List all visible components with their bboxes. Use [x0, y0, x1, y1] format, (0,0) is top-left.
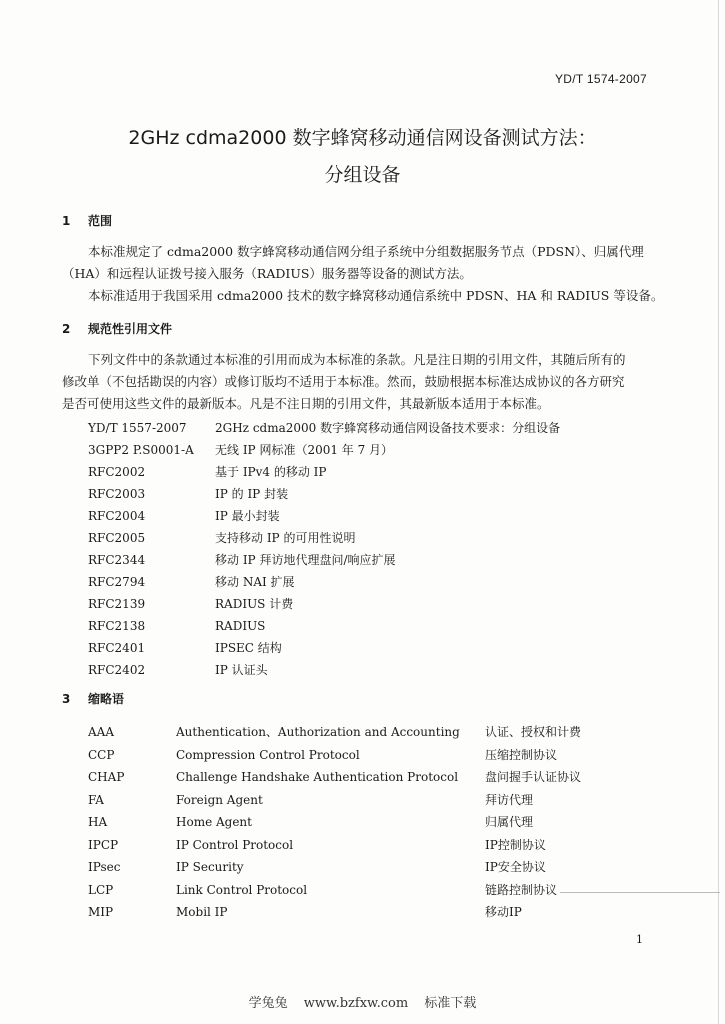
watermark-footer	[0, 992, 725, 1011]
reference-code: RFC2401	[88, 641, 146, 655]
abbreviation-chinese: IP控制协议	[485, 837, 546, 852]
section2-title: 规范性引用文件	[88, 322, 173, 336]
abbreviation-english: Link Control Protocol	[176, 882, 308, 897]
abbreviation-chinese: 压缩控制协议	[485, 747, 558, 762]
abbreviation-english: Compression Control Protocol	[176, 747, 360, 762]
section2-line: 下列文件中的条款通过本标准的引用而成为本标准的条款。凡是注日期的引用文件，其随后所有的	[88, 352, 626, 367]
reference-code: RFC2402	[88, 663, 146, 677]
abbreviation-code: AAA	[88, 725, 114, 739]
reference-code: 3GPP2 P.S0001-A	[88, 443, 194, 457]
abbreviation-english: Challenge Handshake Authentication Protocol	[176, 770, 459, 784]
abbreviation-chinese: 归属代理	[485, 815, 534, 829]
abbreviation-english: IP Control Protocol	[176, 837, 294, 852]
reference-title: 移动 NAI 扩展	[215, 575, 295, 589]
section2-number: 2	[62, 322, 71, 336]
abbreviation-code: MIP	[88, 905, 114, 919]
abbreviation-english: Authentication、Authorization and Accounting	[176, 725, 460, 739]
document-title-line1: 2GHz cdma2000 数字蜂窝移动通信网设备测试方法：	[128, 127, 597, 149]
reference-title: IP 最小封装	[215, 509, 280, 523]
reference-title: 基于 IPv4 的移动 IP	[215, 465, 327, 479]
section2-body	[62, 349, 652, 415]
reference-title: RADIUS 计费	[215, 597, 294, 611]
section3-number: 3	[62, 692, 71, 706]
reference-title: IP 认证头	[215, 663, 268, 677]
abbreviation-chinese: 拜访代理	[485, 792, 534, 807]
reference-code: RFC2004	[88, 509, 146, 523]
reference-code: RFC2139	[88, 597, 146, 611]
reference-code: RFC2005	[88, 531, 146, 545]
reference-title: 支持移动 IP 的可用性说明	[215, 531, 356, 545]
reference-code: YD/T 1557-2007	[88, 421, 187, 435]
standard-code: YD/T 1574-2007	[554, 72, 647, 86]
page-number: 1	[636, 933, 643, 946]
section2-line: 修改单（不包括勘误的内容）或修订版均不适用于本标准。然而，鼓励根据本标准达成协议的各方研究	[62, 374, 625, 389]
section1-line: 本标准适用于我国采用 cdma2000 技术的数字蜂窝移动通信系统中 PDSN、HA 和 RADIUS 等设备。	[88, 288, 664, 303]
abbreviation-code: CHAP	[88, 770, 125, 784]
document-title-line2: 分组设备	[324, 164, 401, 186]
section2-heading	[62, 320, 172, 337]
abbreviation-chinese: 盘问握手认证协议	[485, 770, 582, 784]
section1-line: （HA）和远程认证拨号接入服务（RADIUS）服务器等设备的测试方法。	[62, 266, 472, 281]
section1-number: 1	[62, 214, 71, 228]
abbreviation-code: LCP	[88, 882, 114, 897]
abbreviation-chinese: 认证、授权和计费	[485, 725, 582, 739]
abbreviation-code: FA	[88, 792, 104, 807]
section3-heading	[62, 690, 124, 707]
reference-title: IPSEC 结构	[215, 641, 282, 655]
abbreviation-english: Home Agent	[176, 815, 252, 829]
footer-site-name: 学兔兔	[248, 996, 288, 1011]
abbreviation-chinese: 链路控制协议	[485, 882, 558, 897]
section1-body	[62, 241, 664, 307]
abbreviation-chinese: IP安全协议	[485, 860, 546, 874]
reference-code: RFC2002	[88, 465, 146, 479]
abbreviation-code: HA	[88, 815, 108, 829]
reference-title: RADIUS	[215, 619, 266, 633]
abbreviation-chinese: 移动IP	[485, 905, 522, 919]
reference-title: 无线 IP 网标准（2001 年 7 月）	[215, 443, 394, 457]
abbreviation-english: Mobil IP	[176, 905, 228, 919]
abbreviation-code: CCP	[88, 747, 115, 762]
reference-title: 移动 IP 拜访地代理盘问/响应扩展	[215, 553, 396, 567]
reference-code: RFC2138	[88, 619, 146, 633]
section1-title: 范围	[88, 214, 113, 228]
scan-artifact-line	[560, 892, 720, 893]
reference-title: IP 的 IP 封装	[215, 487, 289, 501]
reference-title: 2GHz cdma2000 数字蜂窝移动通信网设备技术要求：分组设备	[215, 421, 561, 435]
section2-line: 是否可使用这些文件的最新版本。凡是不注日期的引用文件，其最新版本适用于本标准。	[62, 396, 550, 411]
reference-code: RFC2003	[88, 487, 146, 501]
footer-url: www.bzfxw.com	[303, 996, 409, 1011]
section3-title: 缩略语	[88, 692, 125, 706]
page-edge	[718, 0, 719, 1024]
section1-line: 本标准规定了 cdma2000 数字蜂窝移动通信网分组子系统中分组数据服务节点（PDSN）、归属代理	[88, 244, 644, 259]
reference-code: RFC2344	[88, 553, 146, 567]
reference-code: RFC2794	[88, 575, 146, 589]
abbreviation-code: IPsec	[88, 860, 121, 874]
abbreviation-code: IPCP	[88, 837, 119, 852]
abbreviation-english: Foreign Agent	[176, 792, 263, 807]
section1-heading	[62, 212, 112, 229]
abbreviation-english: IP Security	[176, 860, 244, 874]
footer-slogan: 标准下载	[424, 996, 477, 1011]
